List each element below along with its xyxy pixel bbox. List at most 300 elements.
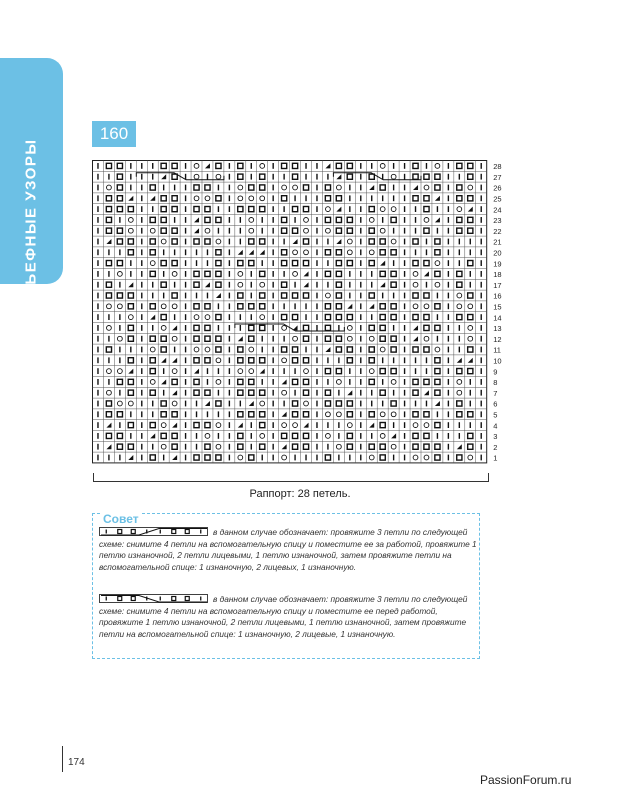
knit-symbol (391, 336, 396, 341)
knit-symbol (260, 185, 265, 190)
knit-symbol (292, 163, 297, 168)
knit-symbol (292, 174, 297, 179)
knit-symbol (249, 379, 254, 384)
knit-symbol (161, 196, 166, 201)
knit-symbol (282, 347, 287, 352)
knit-symbol (413, 163, 418, 168)
row-number-label: 28 (493, 162, 502, 172)
knit-symbol (106, 401, 111, 406)
knit-symbol (303, 325, 308, 330)
knit-symbol (424, 412, 429, 417)
knit-symbol (369, 228, 374, 233)
knit-symbol (150, 358, 155, 363)
row-number-label: 4 (493, 421, 498, 431)
knit-symbol (347, 163, 352, 168)
knit-symbol (457, 315, 462, 320)
knit-symbol (303, 444, 308, 449)
knit-symbol (194, 239, 199, 244)
knit-symbol (238, 174, 243, 179)
knit-symbol (457, 369, 462, 374)
knit-symbol (106, 261, 111, 266)
knit-symbol (369, 325, 374, 330)
row-number-label: 6 (493, 399, 498, 409)
knit-symbol (336, 293, 341, 298)
knit-symbol (205, 390, 210, 395)
knit-symbol (238, 261, 243, 266)
knit-symbol (424, 196, 429, 201)
knit-symbol (380, 455, 385, 460)
knit-symbol (380, 271, 385, 276)
knit-symbol (117, 444, 122, 449)
row-number-label: 22 (493, 226, 502, 236)
knit-symbol (150, 185, 155, 190)
row-number-label: 24 (493, 205, 502, 215)
knit-symbol (347, 261, 352, 266)
knit-symbol (380, 185, 385, 190)
knit-symbol (347, 358, 352, 363)
knit-symbol (468, 228, 473, 233)
knit-symbol (117, 293, 122, 298)
knit-symbol (106, 282, 111, 287)
knit-symbol (161, 282, 166, 287)
section-tab (0, 58, 63, 320)
knit-symbol (249, 336, 254, 341)
knit-symbol (161, 336, 166, 341)
knit-symbol (161, 412, 166, 417)
row-number-label: 5 (493, 410, 498, 420)
knit-symbol (161, 228, 166, 233)
row-number-label: 26 (493, 183, 502, 193)
knit-symbol (249, 261, 254, 266)
knit-symbol (205, 217, 210, 222)
knit-symbol (424, 444, 429, 449)
knit-symbol (260, 325, 265, 330)
knit-symbol (380, 315, 385, 320)
knit-symbol (413, 347, 418, 352)
knit-symbol (380, 444, 385, 449)
knit-symbol (457, 196, 462, 201)
knit-symbol (128, 250, 133, 255)
knit-symbol (380, 239, 385, 244)
knit-symbol (161, 347, 166, 352)
knit-symbol (435, 423, 440, 428)
knit-symbol (347, 347, 352, 352)
knit-symbol (413, 379, 418, 384)
knit-symbol (172, 163, 177, 168)
knit-symbol (468, 196, 473, 201)
knit-symbol (435, 250, 440, 255)
knit-symbol (325, 369, 330, 374)
knit-symbol (303, 358, 308, 363)
knit-symbol (117, 185, 122, 190)
knit-symbol (380, 336, 385, 341)
row-number-label: 16 (493, 291, 502, 301)
knit-symbol (424, 293, 429, 298)
row-number-label: 9 (493, 367, 498, 377)
knit-symbol (128, 304, 133, 309)
knit-symbol (150, 250, 155, 255)
knit-symbol (260, 293, 265, 298)
knit-symbol (292, 315, 297, 320)
tip-paragraph-1-text: в данном случае обозначает: провяжите 3 петли по следующей схеме: снимите 4 петли на вспомогательную спицу и поместите ее за работой, провяжите 1 петлю изнаночной, 2 петли лицевыми, 1 петлю изнаночной, затем провяжите петли на вспомогательной спице: 1 изнаночную, 2 лицевых, 1 изнаночную. (99, 527, 477, 573)
knit-symbol (336, 369, 341, 374)
page-number: 174 (68, 757, 85, 768)
knit-symbol (249, 390, 254, 395)
knit-symbol (292, 379, 297, 384)
knit-symbol (205, 358, 210, 363)
knit-symbol (325, 185, 330, 190)
knit-symbol (325, 390, 330, 395)
knit-symbol (172, 196, 177, 201)
knit-symbol (128, 293, 133, 298)
cable-symbol-back-icon (99, 527, 211, 537)
knit-symbol (260, 207, 265, 212)
knit-symbol (336, 282, 341, 287)
knit-symbol (128, 325, 133, 330)
knit-symbol (238, 347, 243, 352)
knit-symbol (347, 217, 352, 222)
row-number-label: 10 (493, 356, 502, 366)
row-number-label: 23 (493, 216, 502, 226)
knit-symbol (369, 379, 374, 384)
knit-symbol (369, 261, 374, 266)
knit-symbol (260, 412, 265, 417)
knit-symbol (435, 304, 440, 309)
knit-symbol (369, 347, 374, 352)
knit-symbol (194, 390, 199, 395)
knitting-chart (92, 160, 512, 470)
knit-symbol (106, 433, 111, 438)
knit-symbol (205, 423, 210, 428)
knit-symbol (150, 336, 155, 341)
knit-symbol (172, 433, 177, 438)
knit-symbol (238, 304, 243, 309)
knit-symbol (205, 325, 210, 330)
knit-symbol (117, 174, 122, 179)
knit-symbol (216, 315, 221, 320)
row-number-label: 14 (493, 313, 502, 323)
knit-symbol (336, 163, 341, 168)
knit-symbol (457, 282, 462, 287)
knit-symbol (336, 196, 341, 201)
knit-symbol (380, 304, 385, 309)
row-number-label: 17 (493, 280, 502, 290)
knit-symbol (150, 455, 155, 460)
knit-symbol (249, 455, 254, 460)
knit-symbol (205, 336, 210, 341)
knit-symbol (303, 379, 308, 384)
knit-symbol (194, 207, 199, 212)
page-number-divider (62, 746, 63, 772)
knit-symbol (347, 412, 352, 417)
knit-symbol (282, 196, 287, 201)
knit-symbol (380, 325, 385, 330)
tip-paragraph-1 (99, 527, 477, 574)
knit-symbol (260, 271, 265, 276)
knit-symbol (238, 379, 243, 384)
knit-symbol (303, 336, 308, 341)
knit-symbol (325, 304, 330, 309)
knit-symbol (205, 239, 210, 244)
knit-symbol (424, 315, 429, 320)
knit-symbol (435, 379, 440, 384)
knit-symbol (424, 228, 429, 233)
knit-symbol (205, 207, 210, 212)
knit-symbol (391, 282, 396, 287)
knit-symbol (118, 597, 122, 601)
knit-symbol (347, 228, 352, 233)
knit-symbol (205, 185, 210, 190)
knit-symbol (161, 433, 166, 438)
knit-symbol (336, 250, 341, 255)
knit-symbol (468, 163, 473, 168)
knit-symbol (117, 379, 122, 384)
knit-symbol (303, 412, 308, 417)
knit-symbol (336, 304, 341, 309)
knit-symbol (117, 207, 122, 212)
knit-symbol (150, 304, 155, 309)
knit-symbol (457, 228, 462, 233)
row-number-label: 3 (493, 432, 498, 442)
knit-symbol (336, 315, 341, 320)
knit-symbol (282, 433, 287, 438)
knit-symbol (128, 390, 133, 395)
knit-symbol (194, 271, 199, 276)
knit-symbol (282, 293, 287, 298)
knit-symbol (424, 207, 429, 212)
knit-symbol (205, 455, 210, 460)
knit-symbol (106, 293, 111, 298)
knit-symbol (457, 185, 462, 190)
knit-symbol (325, 196, 330, 201)
knit-symbol (161, 315, 166, 320)
knit-symbol (369, 239, 374, 244)
row-number-label: 1 (493, 453, 498, 463)
knit-symbol (128, 444, 133, 449)
knit-symbol (216, 163, 221, 168)
knit-symbol (424, 261, 429, 266)
knit-symbol (413, 444, 418, 449)
knit-symbol (292, 293, 297, 298)
knit-symbol (380, 390, 385, 395)
knit-symbol (249, 325, 254, 330)
knit-symbol (172, 444, 177, 449)
knit-symbol (205, 444, 210, 449)
knit-symbol (128, 239, 133, 244)
knit-symbol (282, 163, 287, 168)
knit-symbol (238, 358, 243, 363)
knit-symbol (457, 217, 462, 222)
knit-symbol (347, 315, 352, 320)
row-number-label: 11 (493, 345, 501, 355)
knit-symbol (424, 379, 429, 384)
knit-symbol (185, 597, 189, 601)
knit-symbol (468, 433, 473, 438)
knit-symbol (336, 401, 341, 406)
row-number-label: 15 (493, 302, 502, 312)
knit-symbol (303, 293, 308, 298)
knit-symbol (413, 390, 418, 395)
knit-symbol (468, 217, 473, 222)
knit-symbol (260, 239, 265, 244)
knit-symbol (216, 347, 221, 352)
knit-symbol (194, 379, 199, 384)
tip-box (92, 513, 480, 659)
knit-symbol (468, 315, 473, 320)
knit-symbol (292, 444, 297, 449)
row-number-label: 25 (493, 194, 502, 204)
knit-symbol (325, 455, 330, 460)
knit-symbol (336, 228, 341, 233)
knit-symbol (457, 401, 462, 406)
knit-symbol (413, 412, 418, 417)
knit-symbol (216, 336, 221, 341)
knit-symbol (435, 358, 440, 363)
knit-symbol (194, 455, 199, 460)
knit-symbol (303, 390, 308, 395)
row-number-label: 8 (493, 378, 498, 388)
knit-symbol (260, 304, 265, 309)
knit-symbol (205, 271, 210, 276)
knit-symbol (424, 174, 429, 179)
tip-paragraph-2-text: в данном случае обозначает: провяжите 3 петли по следующей схеме: снимите 4 петли на вспомогательную спицу и поместите ее перед работой, провяжите 1 петлю изнаночной, 2 петли лицевыми, 1 петлю изнаночной, затем провяжите петли на вспомогательной спице: 1 изнаночную, 2 лицевые, 1 изнаночную. (99, 594, 468, 640)
knit-symbol (413, 433, 418, 438)
knit-symbol (413, 196, 418, 201)
knit-symbol (106, 412, 111, 417)
knit-symbol (194, 423, 199, 428)
knit-symbol (347, 401, 352, 406)
knit-symbol (128, 358, 133, 363)
knit-symbol (380, 423, 385, 428)
knit-symbol (194, 325, 199, 330)
knit-symbol (435, 185, 440, 190)
knit-symbol (435, 369, 440, 374)
knit-symbol (369, 174, 374, 179)
knit-symbol (249, 185, 254, 190)
knit-symbol (194, 358, 199, 363)
knit-symbol (216, 282, 221, 287)
knit-symbol (413, 261, 418, 266)
knit-symbol (238, 293, 243, 298)
knit-symbol (128, 336, 133, 341)
knit-symbol (282, 228, 287, 233)
knit-symbol (118, 530, 122, 534)
knit-symbol (106, 217, 111, 222)
pattern-number-badge: 160 (92, 121, 136, 147)
knit-symbol (336, 347, 341, 352)
knit-symbol (336, 336, 341, 341)
knit-symbol (457, 455, 462, 460)
knit-symbol (106, 207, 111, 212)
row-number-label: 21 (493, 237, 502, 247)
row-number-label: 19 (493, 259, 502, 269)
knit-symbol (292, 347, 297, 352)
knit-symbol (468, 347, 473, 352)
knit-symbol (260, 423, 265, 428)
knit-symbol (380, 250, 385, 255)
knit-symbol (424, 433, 429, 438)
knit-symbol (325, 217, 330, 222)
knit-symbol (292, 433, 297, 438)
knit-symbol (292, 412, 297, 417)
row-number-label: 2 (493, 442, 498, 452)
knit-symbol (260, 358, 265, 363)
knit-symbol (249, 239, 254, 244)
knit-symbol (282, 315, 287, 320)
knit-symbol (303, 207, 308, 212)
knit-symbol (117, 196, 122, 201)
knit-symbol (128, 207, 133, 212)
knit-symbol (282, 261, 287, 266)
knit-symbol (216, 196, 221, 201)
knit-symbol (150, 390, 155, 395)
knit-symbol (117, 433, 122, 438)
knit-symbol (391, 217, 396, 222)
knit-symbol (216, 455, 221, 460)
knit-symbol (260, 390, 265, 395)
knit-symbol (391, 250, 396, 255)
knit-symbol (161, 401, 166, 406)
knit-symbol (238, 412, 243, 417)
knit-symbol (468, 369, 473, 374)
knit-symbol (216, 217, 221, 222)
knit-symbol (106, 196, 111, 201)
knit-symbol (249, 358, 254, 363)
row-number-label: 7 (493, 388, 498, 398)
knit-symbol (161, 261, 166, 266)
knit-symbol (205, 304, 210, 309)
knit-symbol (249, 304, 254, 309)
knit-symbol (347, 174, 352, 179)
knit-symbol (391, 401, 396, 406)
knit-symbol (303, 261, 308, 266)
knit-symbol (106, 163, 111, 168)
row-number-label: 27 (493, 172, 502, 182)
knit-symbol (238, 390, 243, 395)
knit-symbol (194, 336, 199, 341)
knit-symbol (172, 293, 177, 298)
watermark: PassionForum.ru (480, 773, 572, 787)
knit-symbol (413, 174, 418, 179)
knit-symbol (216, 401, 221, 406)
knit-symbol (435, 271, 440, 276)
knit-symbol (117, 228, 122, 233)
rapport-bracket (93, 473, 489, 482)
knit-symbol (468, 293, 473, 298)
knit-symbol (369, 293, 374, 298)
rapport-label: Раппорт: 28 петель. (249, 488, 351, 500)
knit-symbol (325, 271, 330, 276)
knit-symbol (435, 239, 440, 244)
knit-symbol (161, 163, 166, 168)
knit-symbol (457, 271, 462, 276)
knit-symbol (238, 207, 243, 212)
knit-symbol (260, 174, 265, 179)
knit-symbol (172, 530, 176, 534)
knit-symbol (391, 271, 396, 276)
knit-symbol (336, 217, 341, 222)
knit-symbol (435, 174, 440, 179)
knit-symbol (292, 207, 297, 212)
knit-symbol (435, 325, 440, 330)
tip-paragraph-2 (99, 594, 477, 641)
knit-symbol (117, 163, 122, 168)
knit-symbol (128, 423, 133, 428)
knit-symbol (457, 163, 462, 168)
knit-symbol (172, 412, 177, 417)
knit-symbol (117, 261, 122, 266)
knit-symbol (391, 315, 396, 320)
